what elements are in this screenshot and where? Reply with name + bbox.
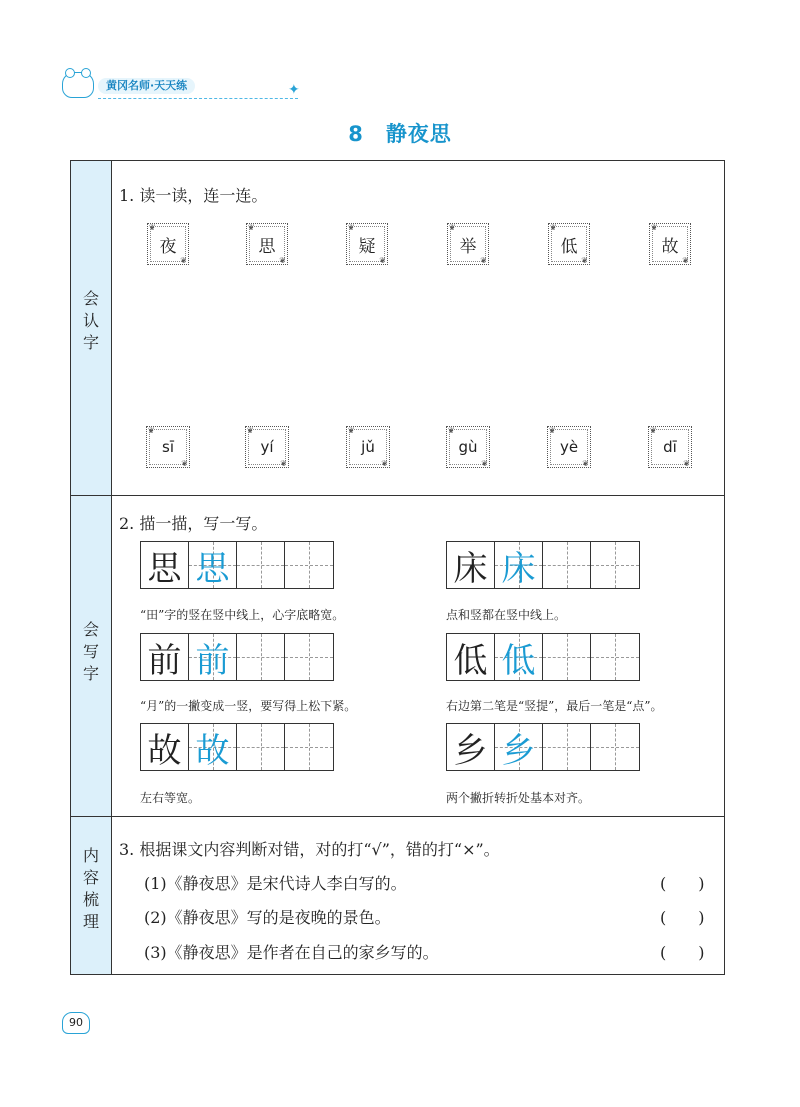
brand-label: 黄冈名师·天天练	[98, 78, 195, 94]
header-dashed-line	[98, 98, 298, 99]
char-card[interactable]: ❦ 举 ❦	[447, 223, 489, 265]
writing-tip: 点和竖都在竖中线上。	[446, 608, 567, 622]
char-card[interactable]: ❦ 故 ❦	[649, 223, 691, 265]
model-char: 故	[147, 730, 182, 771]
worksheet-frame	[70, 160, 725, 975]
writing-grid[interactable]	[140, 541, 334, 589]
q1-prompt: 1. 读一读，连一连。	[119, 186, 268, 205]
char-card[interactable]: ❦ 低 ❦	[548, 223, 590, 265]
pinyin-card[interactable]: ❦ sī ❦	[146, 426, 190, 468]
writing-tip: “田”字的竖在竖中线上，心字底略宽。	[140, 608, 345, 622]
writing-tip: 两个撇折转折处基本对齐。	[446, 791, 591, 805]
pinyin-card[interactable]: ❦ dī ❦	[648, 426, 692, 468]
writing-grid[interactable]	[140, 723, 334, 771]
divider	[71, 495, 724, 496]
section-label-recognize: 会 认 字	[82, 289, 99, 352]
section-label-review: 内 容 梳 理	[82, 846, 99, 931]
bear-logo-icon	[62, 72, 94, 98]
judge-statement: (1)《静夜思》是宋代诗人李白写的。	[144, 874, 407, 893]
judge-statement: (3)《静夜思》是作者在自己的家乡写的。	[144, 943, 439, 962]
answer-blank[interactable]: ( )	[660, 943, 705, 962]
judge-statement: (2)《静夜思》写的是夜晚的景色。	[144, 908, 391, 927]
trace-char: 思	[195, 548, 230, 589]
pinyin-card[interactable]: ❦ yè ❦	[547, 426, 591, 468]
writing-grid[interactable]	[446, 633, 640, 681]
writing-grid[interactable]	[140, 633, 334, 681]
writing-grid[interactable]	[446, 723, 640, 771]
char-card[interactable]: ❦ 疑 ❦	[346, 223, 388, 265]
answer-blank[interactable]: ( )	[660, 908, 705, 927]
writing-tip: “月”的一撇变成一竖，要写得上松下紧。	[140, 699, 357, 713]
brand-header	[62, 68, 300, 104]
trace-char: 前	[195, 640, 230, 681]
q2-prompt: 2. 描一描，写一写。	[119, 514, 268, 533]
writing-tip: 左右等宽。	[140, 791, 201, 805]
char-card[interactable]: ❦ 夜 ❦	[147, 223, 189, 265]
model-char: 前	[147, 640, 182, 681]
pinyin-card[interactable]: ❦ gù ❦	[446, 426, 490, 468]
section-label-write: 会 写 字	[82, 620, 99, 683]
model-char: 低	[453, 640, 488, 681]
pinyin-card[interactable]: ❦ yí ❦	[245, 426, 289, 468]
page-number: 90	[62, 1012, 90, 1034]
model-char: 床	[453, 548, 488, 589]
writing-grid[interactable]	[446, 541, 640, 589]
sparkle-icon: ✦	[288, 82, 300, 98]
model-char: 乡	[453, 730, 488, 771]
lesson-title	[0, 118, 800, 148]
lesson-name: 静夜思	[385, 122, 452, 146]
q3-prompt: 3. 根据课文内容判断对错，对的打“√”，错的打“×”。	[119, 840, 500, 859]
divider	[71, 816, 724, 817]
char-card[interactable]: ❦ 思 ❦	[246, 223, 288, 265]
trace-char: 床	[501, 548, 536, 589]
model-char: 思	[147, 548, 182, 589]
trace-char: 低	[501, 640, 536, 681]
writing-tip: 右边第二笔是“竖提”，最后一笔是“点”。	[446, 699, 663, 713]
answer-blank[interactable]: ( )	[660, 874, 705, 893]
pinyin-card[interactable]: ❦ jǔ ❦	[346, 426, 390, 468]
lesson-number: 8	[348, 122, 364, 146]
trace-char: 乡	[501, 730, 536, 771]
trace-char: 故	[195, 730, 230, 771]
